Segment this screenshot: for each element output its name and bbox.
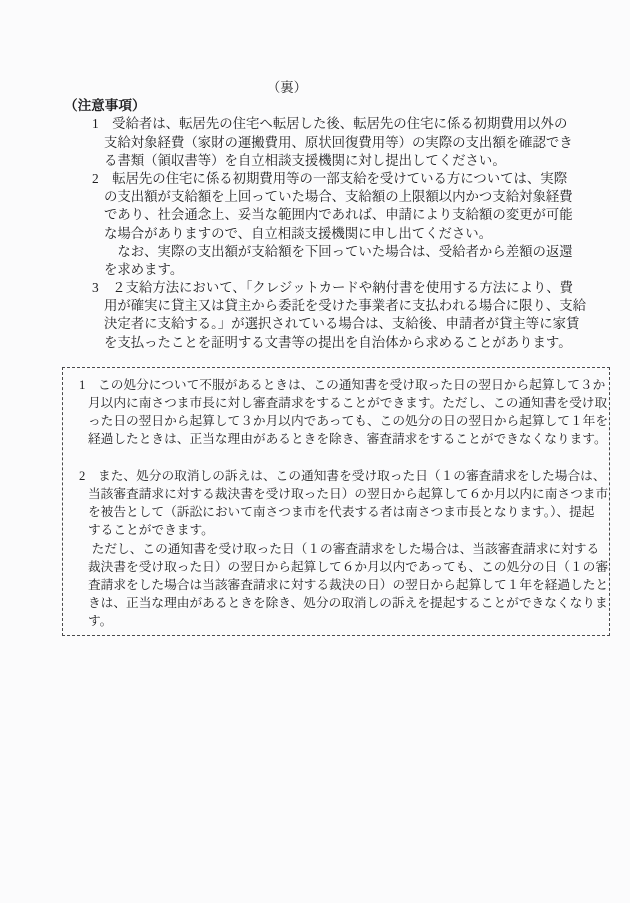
- back-side-label: （裏）: [266, 80, 308, 95]
- note-line: る書類（領収書等）を自立相談支援機関に対し提出してください。: [104, 152, 506, 168]
- appeal-rights-box: [62, 367, 610, 637]
- box-line: 裁決書を受け取った日）の翌日から起算して６か月以内であっても、この処分の日（１の審: [88, 559, 609, 574]
- note-line: であり、社会通念上、妥当な範囲内であれば、申請により支給額の変更が可能: [104, 207, 573, 223]
- note-line: 決定者に支給する。」が選択されている場合は、支給後、申請者が貸主等に家賃: [104, 316, 580, 332]
- box-line: 月以内に南さつま市長に対し審査請求をすることができます。ただし、この通知書を受け取: [88, 396, 608, 410]
- note-line: なお、実際の支出額が支給額を下回っていた場合は、受給者から差額の返還: [104, 243, 573, 259]
- notes-heading: （注意事項）: [64, 98, 146, 114]
- note-line: 用が確実に貸主又は貸主から委託を受けた事業者に支払われる場合に限り、支給: [104, 298, 587, 314]
- box-line: った日の翌日から起算して３か月以内であっても、この処分の日の翌日から起算して１年を: [88, 414, 609, 429]
- box-line: することができます。: [88, 523, 214, 538]
- box-line: す。: [88, 614, 113, 629]
- box-blank-line: [63, 449, 609, 467]
- note-line: を求めます。: [104, 261, 184, 277]
- note-line: の支出額が支給額を上回っていた場合、支給額の上限額以内かつ支給対象経費: [104, 189, 573, 205]
- box-line: 査請求をした場合は当該審査請求に対する裁決の日）の翌日から起算して１年を経過したと: [88, 577, 609, 592]
- box-line: 当該審査請求に対する裁決書を受け取った日）の翌日から起算して６か月以内に南さつま市: [88, 486, 609, 501]
- box-line: ただし、この通知書を受け取った日（１の審査請求をした場合は、当該審査請求に対する: [79, 541, 600, 556]
- note-line: 支給対象経費（家財の運搬費用、原状回復費用等）の実際の支出額を確認でき: [104, 134, 573, 150]
- box-line: 1 この処分について不服があるときは、この通知書を受け取った日の翌日から起算して３か: [79, 377, 606, 392]
- note-line: 1 受給者は、転居先の住宅へ転居した後、転居先の住宅に係る初期費用以外の: [92, 116, 568, 132]
- box-line: 経過したときは、正当な理由があるときを除き、審査請求をすることができなくなります。: [88, 432, 607, 447]
- note-line: を支払ったことを証明する文書等の提出を自治体から求めることがあります。: [104, 334, 572, 350]
- note-line: 3 ２支給方法において、「クレジットカードや納付書を使用する方法により、費: [92, 280, 574, 296]
- note-line: な場合がありますので、自立相談支援機関に申し出てください。: [104, 225, 493, 241]
- box-line: を被告として（訴訟において南さつま市を代表する者は南さつま市長となります。）、提起: [88, 505, 595, 520]
- box-line: 2 また、処分の取消しの訴えは、この通知書を受け取った日（１の審査請求をした場合は、: [79, 468, 606, 483]
- box-line: きは、正当な理由があるときを除き、処分の取消しの訴えを提起することができなくなりま: [88, 596, 608, 611]
- note-line: 2 転居先の住宅に係る初期費用等の一部支給を受けている方については、実際: [92, 170, 568, 186]
